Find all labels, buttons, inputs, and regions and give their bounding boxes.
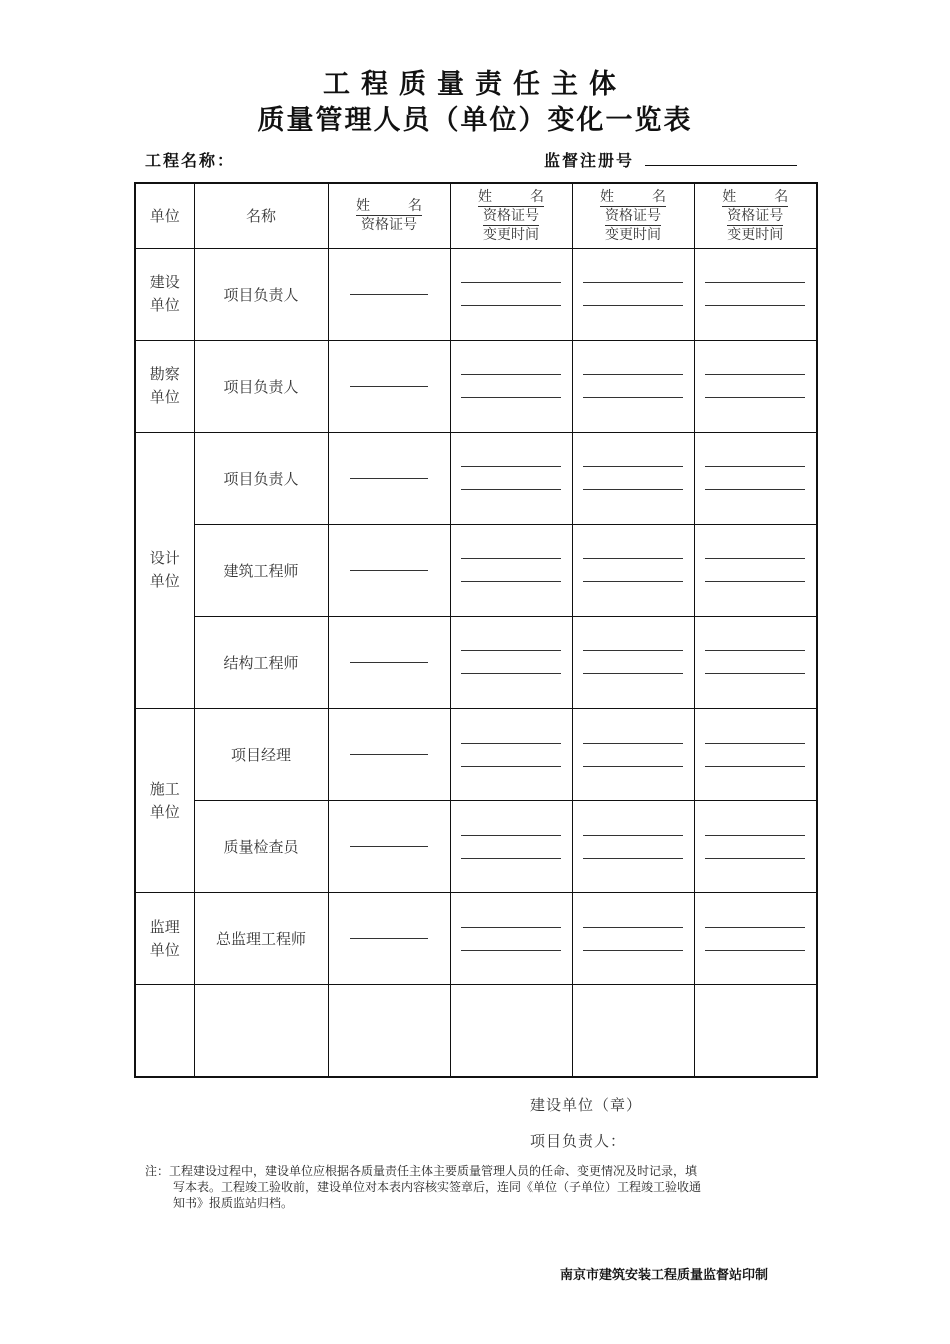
- printer-footer: 南京市建筑安装工程质量监督站印制: [560, 1268, 769, 1283]
- original-entry-field[interactable]: [328, 432, 450, 524]
- change-entry-field[interactable]: [694, 801, 817, 893]
- change-entry-field[interactable]: [694, 616, 817, 708]
- registration-number-label: 监督注册号: [544, 151, 635, 170]
- change-entry-field[interactable]: [572, 248, 694, 340]
- change-entry-field[interactable]: [450, 893, 572, 985]
- original-entry-field[interactable]: [328, 524, 450, 616]
- table-row: [135, 524, 817, 616]
- change-entry-field[interactable]: [694, 432, 817, 524]
- change-entry-field[interactable]: [694, 709, 817, 801]
- change-entry-field[interactable]: [572, 709, 694, 801]
- unit-cell-survey: 勘察 单位: [135, 340, 194, 432]
- blank-cell[interactable]: [135, 985, 194, 1077]
- original-entry-field[interactable]: [328, 801, 450, 893]
- change-entry-field[interactable]: [572, 432, 694, 524]
- header-original-personnel: 姓 名 资格证号: [328, 183, 450, 248]
- change-entry-field[interactable]: [572, 616, 694, 708]
- change-entry-field[interactable]: [572, 801, 694, 893]
- original-entry-field[interactable]: [328, 616, 450, 708]
- blank-cell[interactable]: [694, 985, 817, 1077]
- table-header-row: [135, 183, 817, 248]
- change-entry-field[interactable]: [450, 616, 572, 708]
- blank-cell[interactable]: [450, 985, 572, 1077]
- form-note: [145, 1163, 805, 1211]
- header-unit: 单位: [135, 183, 194, 248]
- blank-table-row: [135, 985, 817, 1077]
- role-cell: 建筑工程师: [194, 524, 328, 616]
- unit-cell-supervision: 监理 单位: [135, 893, 194, 985]
- registration-number-field[interactable]: [645, 165, 797, 166]
- blank-cell[interactable]: [572, 985, 694, 1077]
- change-entry-field[interactable]: [450, 524, 572, 616]
- table-row: [135, 893, 817, 985]
- change-entry-field[interactable]: [450, 709, 572, 801]
- blank-cell[interactable]: [194, 985, 328, 1077]
- change-entry-field[interactable]: [572, 893, 694, 985]
- table-row: [135, 801, 817, 893]
- change-entry-field[interactable]: [450, 432, 572, 524]
- change-entry-field[interactable]: [572, 340, 694, 432]
- change-entry-field[interactable]: [450, 248, 572, 340]
- table-row: [135, 616, 817, 708]
- role-cell: 项目负责人: [194, 340, 328, 432]
- table-row: [135, 248, 817, 340]
- change-entry-field[interactable]: [450, 801, 572, 893]
- change-entry-field[interactable]: [572, 524, 694, 616]
- role-cell: 总监理工程师: [194, 893, 328, 985]
- blank-cell[interactable]: [328, 985, 450, 1077]
- table-row: [135, 432, 817, 524]
- role-cell: 项目负责人: [194, 432, 328, 524]
- role-cell: 质量检查员: [194, 801, 328, 893]
- table-row: [135, 709, 817, 801]
- header-name: 名称: [194, 183, 328, 248]
- form-title-line1: 工程质量责任主体: [323, 69, 627, 100]
- personnel-change-table: [134, 182, 818, 1078]
- role-cell: 结构工程师: [194, 616, 328, 708]
- original-entry-field[interactable]: [328, 340, 450, 432]
- change-entry-field[interactable]: [694, 340, 817, 432]
- change-entry-field[interactable]: [694, 524, 817, 616]
- unit-cell-construction: 建设 单位: [135, 248, 194, 340]
- note-line-3: 知书》报质监站归档。: [173, 1196, 294, 1210]
- original-entry-field[interactable]: [328, 709, 450, 801]
- original-entry-field[interactable]: [328, 248, 450, 340]
- role-cell: 项目负责人: [194, 248, 328, 340]
- responsible-person-label: 项目负责人：: [530, 1132, 627, 1150]
- header-change-3: 姓 名 资格证号 变更时间: [694, 183, 817, 248]
- unit-cell-builder: 施工 单位: [135, 709, 194, 893]
- role-cell: 项目经理: [194, 709, 328, 801]
- change-entry-field[interactable]: [694, 893, 817, 985]
- original-entry-field[interactable]: [328, 893, 450, 985]
- seal-label: 建设单位（章）: [530, 1096, 643, 1114]
- header-change-1: 姓 名 资格证号 变更时间: [450, 183, 572, 248]
- note-line-1: 注：工程建设过程中，建设单位应根据各质量责任主体主要质量管理人员的任命、变更情况及时记录，填: [145, 1164, 698, 1178]
- unit-cell-design: 设计 单位: [135, 432, 194, 708]
- form-title-line2: 质量管理人员（单位）变化一览表: [257, 105, 693, 136]
- note-line-2: 写本表。工程竣工验收前，建设单位对本表内容核实签章后，连同《单位（子单位）工程竣工验收通: [173, 1180, 702, 1194]
- header-change-2: 姓 名 资格证号 变更时间: [572, 183, 694, 248]
- project-name-label: 工程名称：: [145, 151, 236, 170]
- table-row: [135, 340, 817, 432]
- change-entry-field[interactable]: [450, 340, 572, 432]
- change-entry-field[interactable]: [694, 248, 817, 340]
